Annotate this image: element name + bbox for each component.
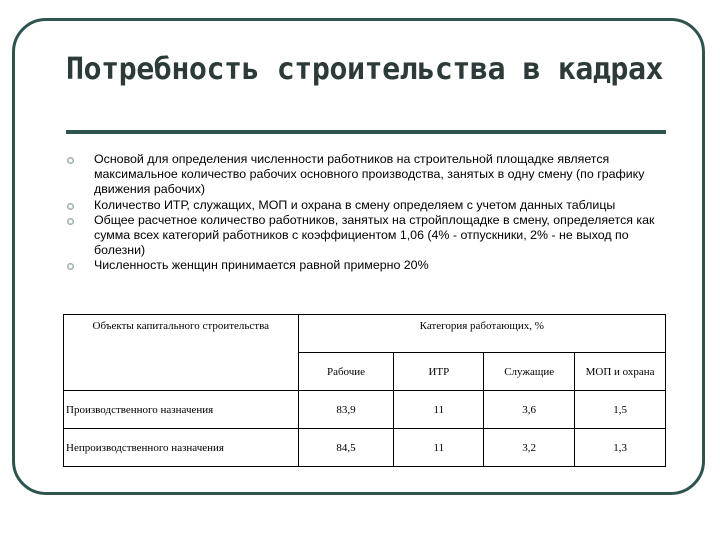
table-cell: 1,5 <box>575 391 666 429</box>
workers-category-table <box>63 314 666 467</box>
table-cell: 11 <box>394 391 484 429</box>
bullet-icon <box>67 203 74 210</box>
row-label: Непроизводственного назначения <box>64 429 299 467</box>
table-cell: 3,2 <box>484 429 575 467</box>
col-header-mop-security: МОП и охрана <box>575 353 666 391</box>
col-header-employees: Служащие <box>484 353 575 391</box>
bullet-text: Общее расчетное количество работников, занятых на стройплощадке в смену, определяется как сумма всех категорий работников с коэффициентом 1,06 (4% - отпускники, 2% - не выход по болезни) <box>94 212 655 258</box>
bullet-text: Численность женщин принимается равной примерно 20% <box>94 258 429 273</box>
col-header-category-group: Категория работающих, % <box>298 315 665 353</box>
bullet-text: Количество ИТР, служащих, МОП и охрана в смену определяем с учетом данных таблицы <box>94 197 616 212</box>
title-divider <box>66 130 666 134</box>
bullet-icon <box>67 157 74 164</box>
bullet-list <box>66 152 666 274</box>
bullet-text: Основой для определения численности работников на строительной площадке является максимальное количество рабочих основного производства, занятых в одну смену (по графику движения рабочих) <box>94 152 645 197</box>
table-cell: 11 <box>394 429 484 467</box>
bullet-icon <box>67 218 74 225</box>
bullet-item <box>66 258 666 273</box>
slide-title: Потребность строительства в кадрах <box>66 52 664 87</box>
table-cell: 83,9 <box>298 391 394 429</box>
table-row <box>64 429 666 467</box>
table-row <box>64 391 666 429</box>
col-header-objects: Объекты капитального строительства <box>64 315 299 391</box>
row-label: Производственного назначения <box>64 391 299 429</box>
bullet-item <box>66 198 666 213</box>
col-header-itr: ИТР <box>394 353 484 391</box>
table-cell: 84,5 <box>298 429 394 467</box>
col-header-workers: Рабочие <box>298 353 394 391</box>
table-cell: 3,6 <box>484 391 575 429</box>
bullet-item <box>66 213 666 259</box>
table-cell: 1,3 <box>575 429 666 467</box>
bullet-item <box>66 152 666 198</box>
bullet-icon <box>67 263 74 270</box>
